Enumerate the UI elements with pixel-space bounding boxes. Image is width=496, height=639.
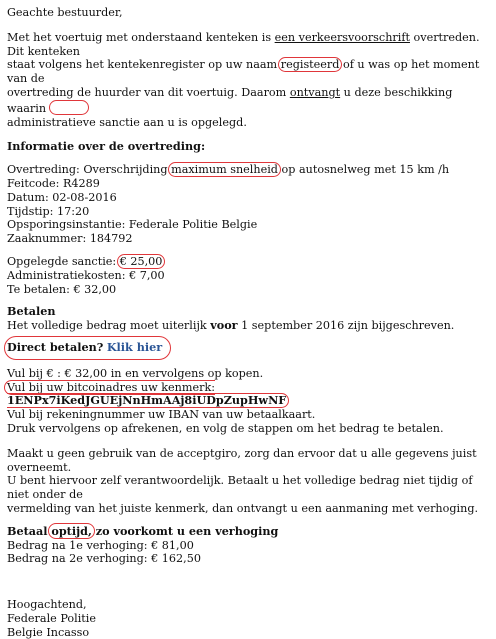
annotation-empty-circle [49, 100, 89, 115]
verkeersvoorschrift-link[interactable]: een verkeersvoorschrift [274, 30, 410, 44]
administratiekosten: Administratiekosten: € 7,00 [7, 268, 165, 282]
zaaknummer: Zaaknummer: 184792 [7, 232, 133, 246]
deadline-line: Het volledige bedrag moet uiterlijk voor 1 september 2016 zijn bijgeschreven. [7, 318, 455, 333]
info-list: Overtreding: Overschrijding maximum snelheid op autosnelweg met 15 km /h Feitcode: R4289 Datum: 02-08-2016 Tijdstip: 17:20 Opsporingsinstantie: Federale Politie Belgie Zaaknummer: 184792 [7, 163, 493, 246]
annotation-maximum-snelheid: maximum snelheid [168, 162, 281, 177]
opsporingsinstantie: Opsporingsinstantie: Federale Politie Belgie [7, 218, 258, 232]
notice-paragraph: Maakt u geen gebruik van de acceptgiro, zorg dan ervoor dat u alle gegevens juist overneemt. U bent hiervoor zelf verantwoordelijk. Betaalt u het volledige bedrag niet tijdig of niet onder de vermelding van het juiste kenmerk, dan ontvangt u een aanmaning met verhoging. [7, 446, 479, 515]
datum: Datum: 02-08-2016 [7, 190, 117, 204]
info-heading: Informatie over de overtreding: [7, 139, 206, 154]
direct-betalen-label: Direct betalen? [7, 339, 104, 354]
closing: Hoogachtend, Federale Politie Belgie Incasso [7, 598, 96, 639]
salutation: Geachte bestuurder, [7, 6, 123, 19]
annotation-sanctie-amount: € 25,00 [117, 254, 166, 269]
te-betalen: Te betalen: € 32,00 [7, 282, 117, 296]
annotation-kenmerk: Vul bij uw bitcoinadres uw kenmerk: 1ENPx7iKedJGUEjNnHmAAj8iUDpZupHwNF [4, 380, 289, 409]
verhoging-block: Betaal optijd, zo voorkomt u een verhoging Bedrag na 1e verhoging: € 81,00 Bedrag na 2e verhoging: € 162,50 [7, 523, 279, 566]
betalen-heading: Betalen [7, 304, 56, 319]
annotation-registeerd: registeerd [278, 57, 343, 72]
annotation-optijd: optijd, [48, 523, 94, 539]
bitcoin-kenmerk: 1ENPx7iKedJGUEjNnHmAAj8iUDpZupHwNF [7, 393, 287, 408]
payment-instructions: Vul bij € : € 32,00 in en vervolgens op kopen. Vul bij uw bitcoinadres uw kenmerk: 1ENPx7iKedJGUEjNnHmAAj8iUDpZupHwNF Vul bij rekeningnummer uw IBAN van uw betaalkaart. Druk vervolgens op afrekenen, en volg de stappen om het bedrag te betalen. [7, 367, 493, 436]
letter [7, 6, 493, 639]
annotation-direct-betalen [4, 336, 171, 360]
klik-hier-link[interactable]: Klik hier [106, 339, 163, 354]
ontvangt-underlined: ontvangt [289, 85, 341, 99]
tijdstip: Tijdstip: 17:20 [7, 204, 90, 218]
sanctie-block: Opgelegde sanctie: € 25,00 Administratiekosten: € 7,00 Te betalen: € 32,00 [7, 255, 493, 296]
intro-paragraph: Met het voertuig met onderstaand kenteken is een verkeersvoorschrift overtreden. Dit kenteken staat volgens het kentekenregister op uw naam registeerd of u was op het moment van de overtreding de huurder van dit voertuig. Daarom ontvangt u deze beschikking waarin administratieve sanctie aan u is opgelegd. [7, 30, 480, 129]
feitcode: Feitcode: R4289 [7, 176, 100, 190]
